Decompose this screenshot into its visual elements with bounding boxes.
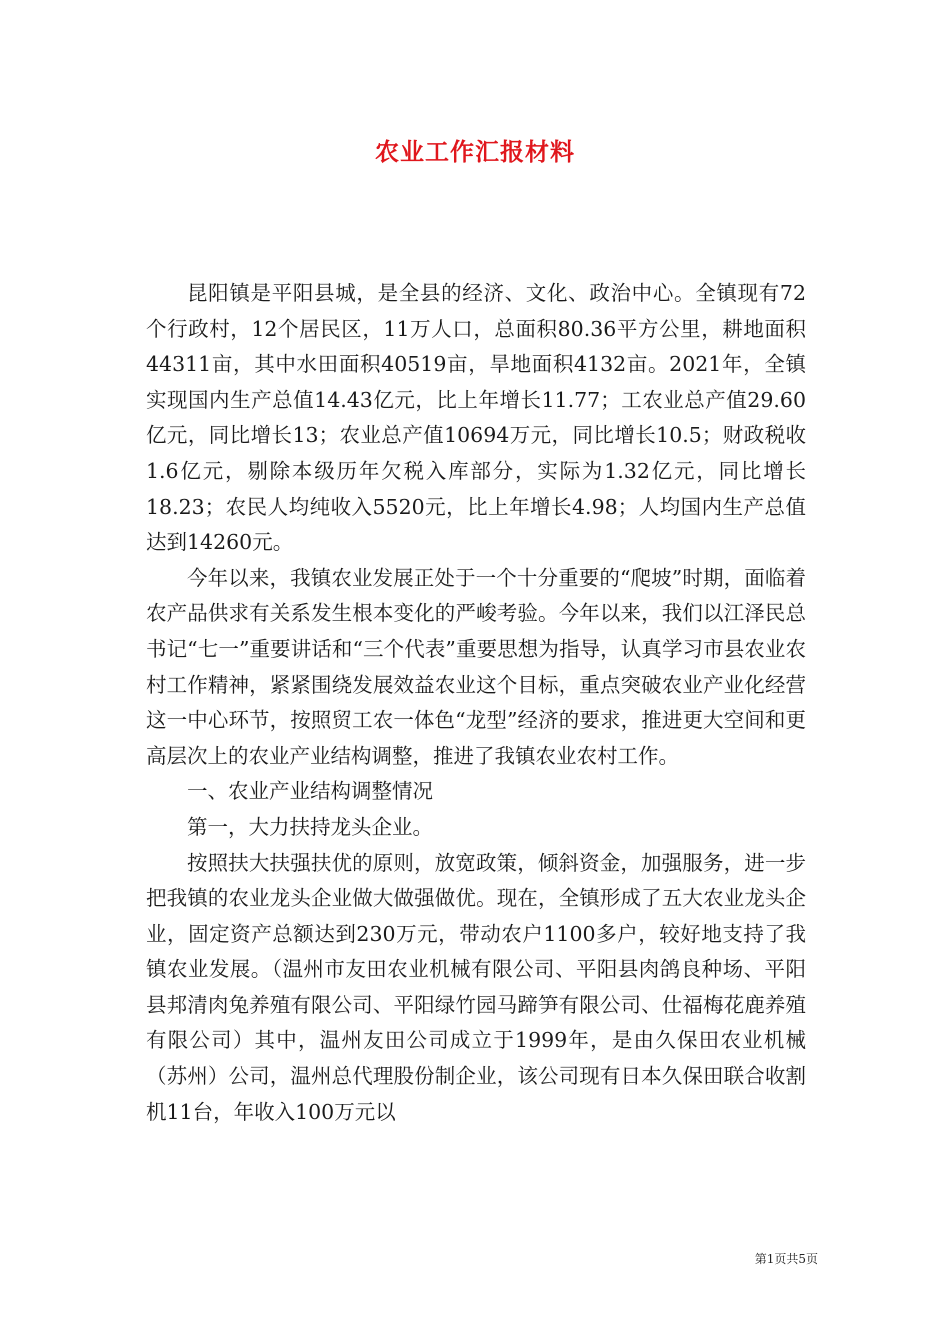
section-heading-structure-adjustment: 一、农业产业结构调整情况: [187, 779, 433, 804]
subsection-heading-leading-enterprises: 第一，大力扶持龙头企业。: [187, 814, 433, 839]
paragraph-this-year: 今年以来，我镇农业发展正处于一个十分重要的“爬坡”时期，面临着农产品供求有关系发生根本变化的严峻考验。今年以来，我们以江泽民总书记“七一”重要讲话和“三个代表”重要思想为指导，认真学习市县农业农村工作精神，紧紧围绕发展效益农业这个目标，重点突破农业产业化经营这一中心环节，按照贸工农一体色“龙型”经济的要求，推进更大空间和更高层次上的农业产业结构调整，推进了我镇农业农村工作。: [146, 565, 806, 768]
document-body: [146, 276, 806, 1130]
page-number: 第1页共5页: [754, 1252, 818, 1266]
document-title: 农业工作汇报材料: [375, 137, 575, 166]
paragraph-overview: 昆阳镇是平阳县城，是全县的经济、文化、政治中心。全镇现有72个行政村，12个居民区，11万人口，总面积80.36平方公里，耕地面积44311亩，其中水田面积40519亩，旱地面积4132亩。2021年，全镇实现国内生产总值14.43亿元，比上年增长11.77；工农业总产值29.60亿元，同比增长13；农业总产值10694万元，同比增长10.5；财政税收1.6亿元，剔除本级历年欠税入库部分，实际为1.32亿元，同比增长18.23；农民人均纯收入5520元，比上年增长4.98；人均国内生产总值达到14260元。: [146, 281, 806, 555]
paragraph-leading-enterprises: 按照扶大扶强扶优的原则，放宽政策，倾斜资金，加强服务，进一步把我镇的农业龙头企业做大做强做优。现在，全镇形成了五大农业龙头企业，固定资产总额达到230万元，带动农户1100多户，较好地支持了我镇农业发展。（温州市友田农业机械有限公司、平阳县肉鸽良种场、平阳县邦清肉兔养殖有限公司、平阳绿竹园马蹄笋有限公司、仕福梅花鹿养殖有限公司）其中，温州友田公司成立于1999年，是由久保田农业机械（苏州）公司，温州总代理股份制企业，该公司现有日本久保田联合收割机11台，年收入100万元以: [146, 850, 806, 1124]
